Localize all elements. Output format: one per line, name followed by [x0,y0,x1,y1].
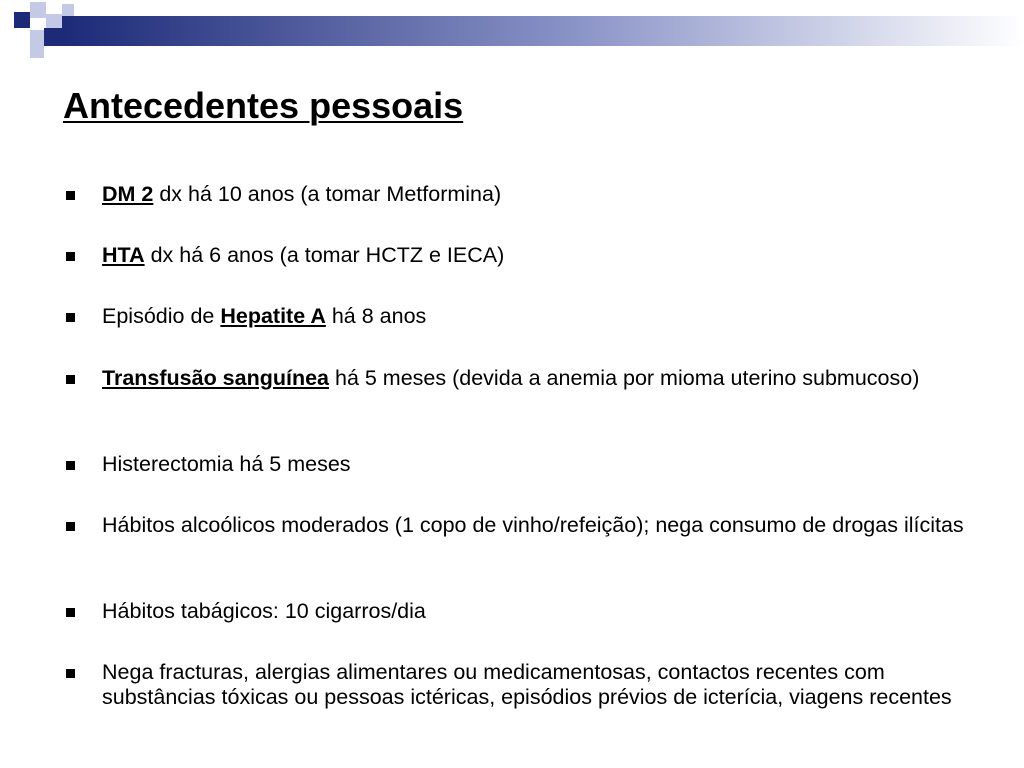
list-item-text [102,243,976,268]
deco-square-light-bottom [30,44,44,58]
text-after: há 5 meses (devida a anemia por mioma uterino submucoso) [329,366,920,390]
list-item-text [102,366,976,391]
bullet-marker [66,669,75,678]
deco-square-light-mid [46,14,62,30]
bullet-marker [66,252,75,261]
deco-square-light-top [30,2,46,18]
list-item-text: Hábitos tabágicos: 10 cigarros/dia [102,599,426,623]
bullet-marker [66,375,75,384]
keyword: DM 2 [102,182,154,206]
list-item-text [102,304,976,329]
bullet-marker [66,461,75,470]
bullet-marker [66,191,75,200]
text-after: há 8 anos [325,304,427,328]
deco-square-light-low [30,30,44,44]
list-item-text [102,182,976,207]
text-before: Episódio de [102,304,221,328]
bullet-marker [66,522,75,531]
keyword: HTA [102,243,145,267]
text-after: dx há 6 anos (a tomar HCTZ e IECA) [144,243,505,267]
header-decoration [0,0,1024,60]
slide-title: Antecedentes pessoais [63,85,464,126]
list-item-text: Nega fracturas, alergias alimentares ou medicamentosas, contactos recentes com substâncias tóxicas ou pessoas ictéricas, episódios prévios de icterícia, viagens recentes [102,660,952,709]
text-after: dx há 10 anos (a tomar Metformina) [153,182,502,206]
deco-square-dark-low [44,28,62,46]
keyword: Transfusão sanguínea [102,366,330,390]
bullet-marker [66,313,75,322]
list-item-text: Hábitos alcoólicos moderados (1 copo de vinho/refeição); nega consumo de drogas ilícitas [102,513,964,537]
list-item-text: Histerectomia há 5 meses [102,452,351,476]
keyword: Hepatite A [220,304,326,328]
deco-square-dark-top [14,12,30,28]
bullet-marker [66,608,75,617]
header-gradient-band [62,16,1024,46]
deco-square-light-small [62,4,74,16]
